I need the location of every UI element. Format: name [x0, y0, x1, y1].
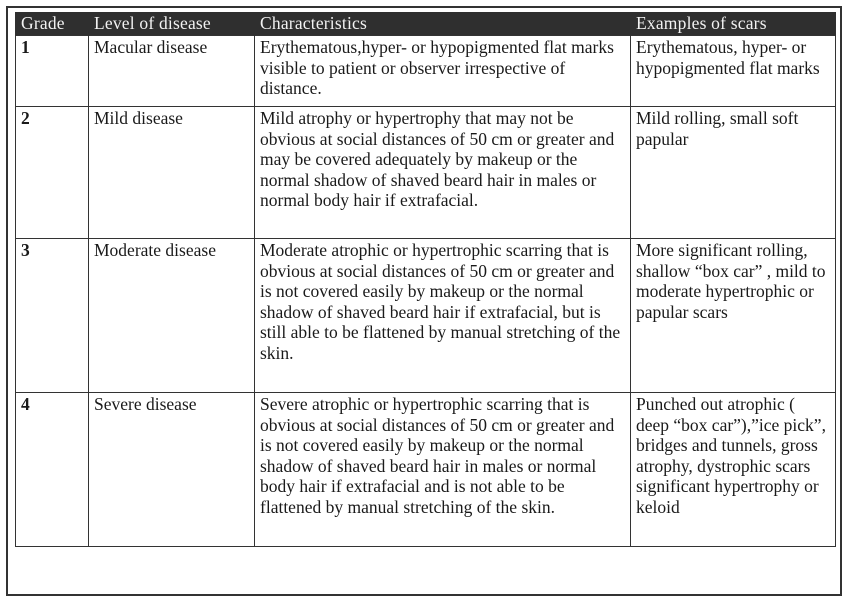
header-level-of-disease: Level of disease: [89, 12, 255, 36]
header-grade: Grade: [16, 12, 89, 36]
table-row: [16, 239, 836, 393]
grade-cell: 1: [16, 36, 89, 107]
scar-grading-table: [15, 12, 836, 547]
table-row: [16, 107, 836, 239]
table-header: [16, 12, 836, 36]
level-cell: Severe disease: [89, 393, 255, 547]
examples-cell: Erythematous, hyper- or hypopigmented flat marks: [631, 36, 836, 107]
table-row: [16, 393, 836, 547]
table-body: [16, 36, 836, 547]
grade-cell: 2: [16, 107, 89, 239]
grade-cell: 3: [16, 239, 89, 393]
characteristics-cell: Severe atrophic or hypertrophic scarring that is obvious at social distances of 50 cm or greater and is not covered easily by makeup or the normal shadow of shaved beard hair in males or normal body hair if extrafacial and is not able to be flattened by manual stretching of the skin.: [255, 393, 631, 547]
characteristics-cell: Mild atrophy or hypertrophy that may not be obvious at social distances of 50 cm or greater and may be covered adequately by makeup or the normal shadow of shaved beard hair in males or normal body hair if extrafacial.: [255, 107, 631, 239]
characteristics-cell: Erythematous,hyper- or hypopigmented flat marks visible to patient or observer irrespective of distance.: [255, 36, 631, 107]
header-characteristics: Characteristics: [255, 12, 631, 36]
examples-cell: Punched out atrophic ( deep “box car”),”ice pick”, bridges and tunnels, gross atrophy, dystrophic scars significant hypertrophy or keloid: [631, 393, 836, 547]
table-row: [16, 36, 836, 107]
header-examples-of-scars: Examples of scars: [631, 12, 836, 36]
examples-cell: Mild rolling, small soft papular: [631, 107, 836, 239]
examples-cell: More significant rolling, shallow “box car” , mild to moderate hypertrophic or papular scars: [631, 239, 836, 393]
level-cell: Mild disease: [89, 107, 255, 239]
level-cell: Macular disease: [89, 36, 255, 107]
level-cell: Moderate disease: [89, 239, 255, 393]
header-row: [16, 12, 836, 36]
grade-cell: 4: [16, 393, 89, 547]
characteristics-cell: Moderate atrophic or hypertrophic scarring that is obvious at social distances of 50 cm or greater and is not covered easily by makeup or the normal shadow of shaved beard hair if extrafacial, but is still able to be flattened by manual stretching of the skin.: [255, 239, 631, 393]
